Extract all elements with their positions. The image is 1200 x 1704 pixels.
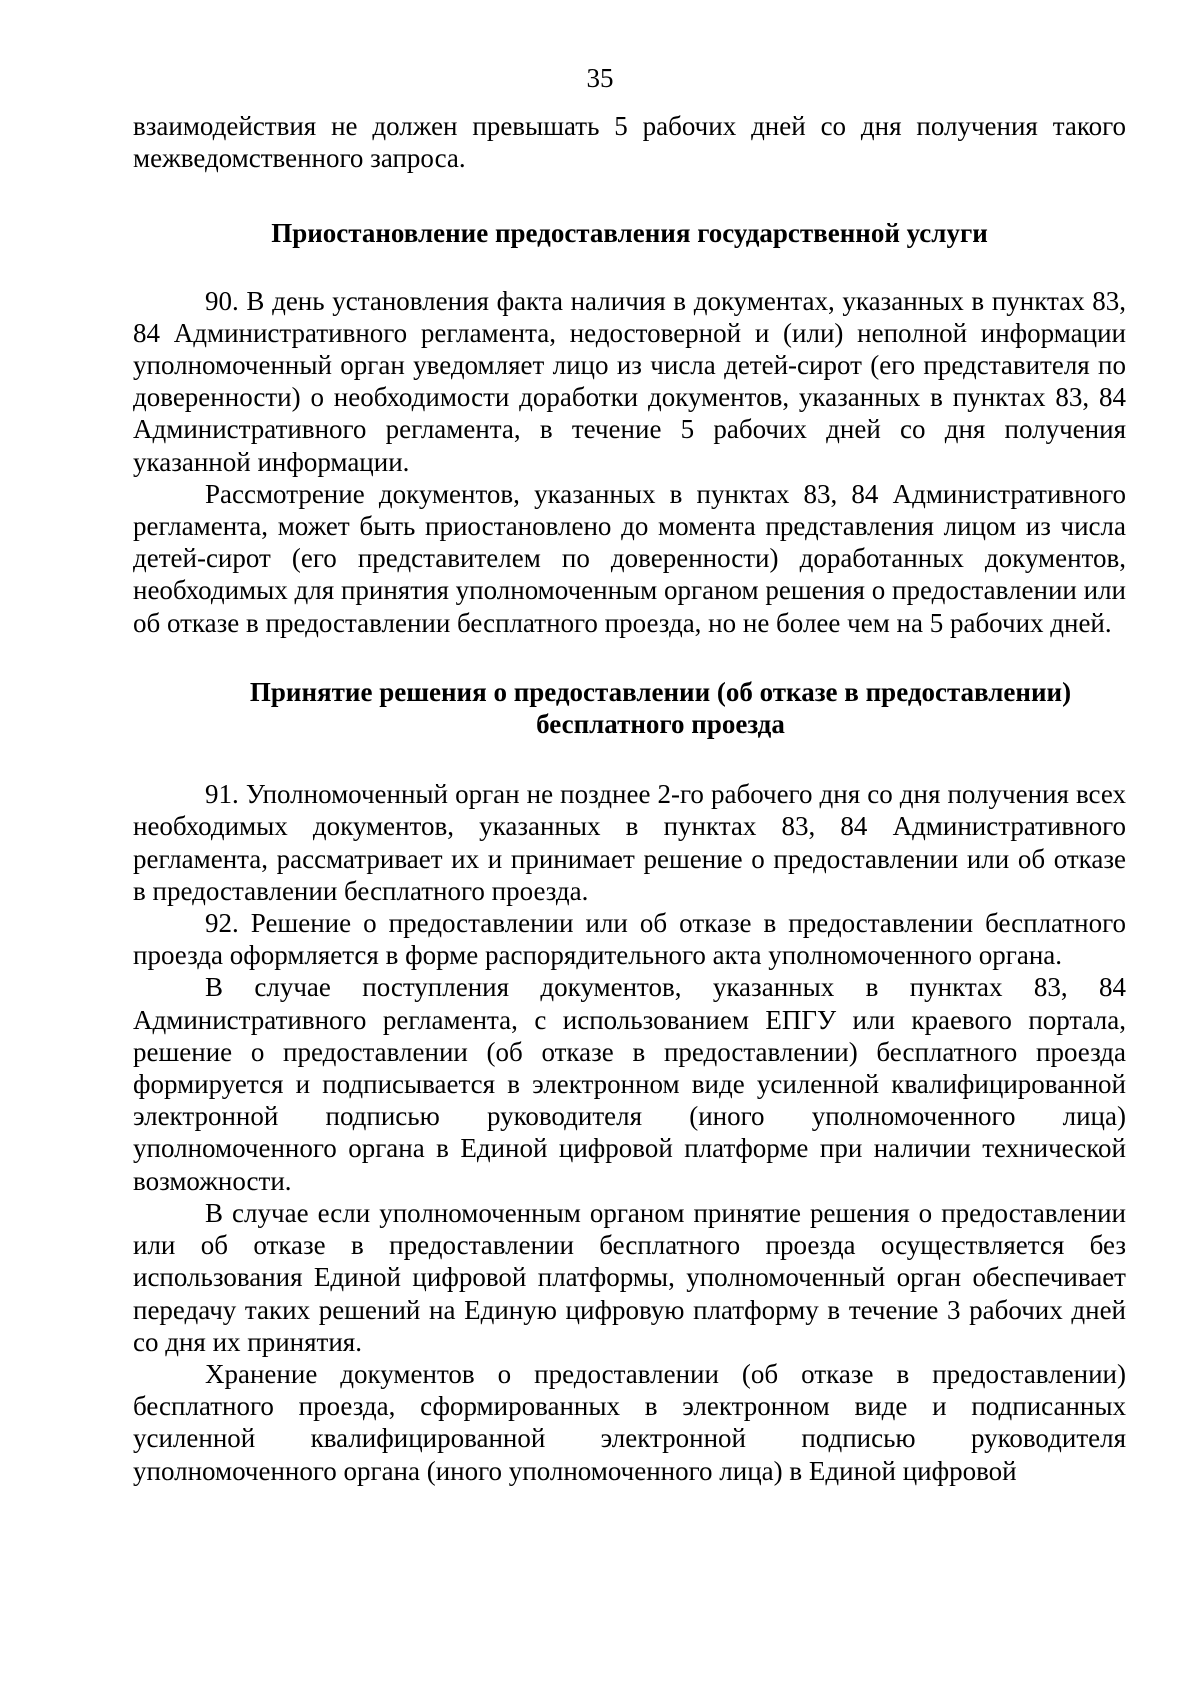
spacer: [133, 174, 1126, 217]
paragraph-90-review: Рассмотрение документов, указанных в пунктах 83, 84 Административного регламента, может быть приостановлено до момента представления лицом из числа детей-сирот (его представителем по доверенности) доработанных документов, необходимых для принятия уполномоченным органом решения о предоставлении или об отказе в предоставлении бесплатного проезда, но не более чем на 5 рабочих дней.: [133, 478, 1126, 638]
paragraph-92: 92. Решение о предоставлении или об отказе в предоставлении бесплатного проезда оформляется в форме распорядительного акта уполномоченного органа.: [133, 908, 1126, 971]
continuation-paragraph: взаимодействия не должен превышать 5 рабочих дней со дня получения такого межведомственного запроса.: [133, 111, 1126, 174]
document-body: [133, 110, 1126, 1487]
paragraph-92-epgu: В случае поступления документов, указанных в пунктах 83, 84 Административного регламента, с использованием ЕПГУ или краевого портала, решение о предоставлении (об отказе в предоставлении) бесплатного проезда формируется и подписывается в электронном виде усиленной квалифицированной электронной подписью руководителя (иного уполномоченного лица) уполномоченного органа в Единой цифровой платформе при наличии технической возможности.: [133, 972, 1126, 1196]
page-number: 35: [586, 63, 614, 93]
spacer: [133, 639, 1126, 676]
spacer: [133, 740, 1126, 778]
paragraph-92-without-platform: В случае если уполномоченным органом принятие решения о предоставлении или об отказе в предоставлении бесплатного проезда осуществляется без использования Единой цифровой платформы, уполномоченный орган обеспечивает передачу таких решений на Единую цифровую платформу в течение 3 рабочих дней со дня их принятия.: [133, 1197, 1126, 1357]
section-heading-decision-line1: Принятие решения о предоставлении (об отказе в предоставлении): [249, 676, 1072, 707]
paragraph-91: 91. Уполномоченный орган не позднее 2-го рабочего дня со дня получения всех необходимых документов, указанных в пунктах 83, 84 Административного регламента, рассматривает их и принимает решение о предоставлении или об отказе в предоставлении бесплатного проезда.: [133, 779, 1126, 906]
section-heading-suspension: Приостановление предоставления государственной услуги: [271, 218, 988, 249]
paragraph-90: 90. В день установления факта наличия в документах, указанных в пунктах 83, 84 Административного регламента, недостоверной и (или) неполной информации уполномоченный орган уведомляет лицо из числа детей-сирот (его представителя по доверенности) о необходимости доработки документов, указанных в пунктах 83, 84 Административного регламента, в течение 5 рабочих дней со дня получения указанной информации.: [133, 285, 1126, 477]
section-heading-decision-line2: бесплатного проезда: [536, 709, 785, 740]
paragraph-storage: Хранение документов о предоставлении (об отказе в предоставлении) бесплатного проезда, сформированных в электронном виде и подписанных усиленной квалифицированной электронной подписью руководителя уполномоченного органа (иного уполномоченного лица) в Единой цифровой: [133, 1358, 1126, 1486]
spacer: [133, 250, 1126, 285]
